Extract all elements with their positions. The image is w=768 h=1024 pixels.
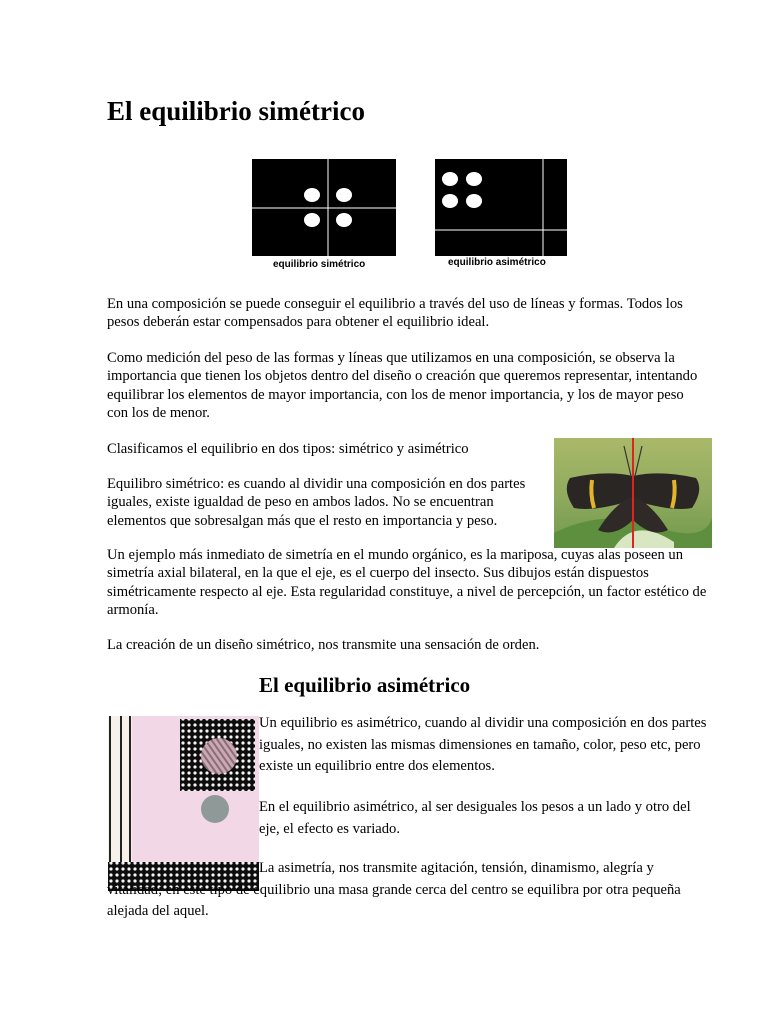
asym-paragraph-1: Un equilibrio es asimétrico, cuando al dividir una composición en dos partes iguales, no existen las mismas dimensiones en tamaño, color, peso etc, pero existe un equilibrio entre dos elementos. bbox=[259, 715, 707, 774]
asym-paragraph-2: En el equilibrio asimétrico, al ser desiguales los pesos a un lado y otro del eje, el efecto es variado. bbox=[259, 799, 691, 837]
symmetric-balance-figure bbox=[252, 159, 396, 256]
page-title: El equilibrio simétrico bbox=[107, 96, 365, 126]
paragraph-6: La creación de un diseño simétrico, nos transmite una sensación de orden. bbox=[107, 637, 540, 653]
asymmetric-balance-figure bbox=[435, 159, 567, 256]
asym-paragraph-3: La asimetría, nos transmite agitación, tensión, dinamismo, alegría y vitalidad; en este tipo de equilibrio una masa grande cerca del centro se equilibra por otra pequeña alejada del aquel. bbox=[107, 860, 681, 919]
section-subtitle: El equilibrio asimétrico bbox=[259, 673, 471, 697]
symmetric-balance-diagram bbox=[252, 159, 396, 256]
asymmetric-balance-diagram bbox=[435, 159, 567, 256]
butterfly-image bbox=[554, 438, 712, 548]
symmetric-caption: equilibrio simétrico bbox=[273, 259, 366, 270]
paragraph-5: Un ejemplo más inmediato de simetría en el mundo orgánico, es la mariposa, cuyas alas poseen un simetría axial bilateral, en la que el eje, es el cuerpo del insecto. Sus dibujos están dispuestos simétricamente respecto al eje. Esta regularidad constituye, a nivel de percepción, un factor estético de armonía. bbox=[107, 547, 707, 618]
paragraph-4: Equilibro simétrico: es cuando al dividir una composición en dos partes iguales, existe igualdad de peso en ambos lados. No se encuentran elementos que sobresalgan más que el resto en importancia y peso. bbox=[107, 476, 526, 529]
paragraph-2: Como medición del peso de las formas y líneas que utilizamos en una composición, se observa la importancia que tienen los objetos dentro del diseño o creación que queremos representar, intentando equilibrar los elementos de mayor importancia, con los de menor importancia, y los de mayor peso con los de menor. bbox=[107, 350, 698, 421]
butterfly-photo bbox=[554, 438, 712, 548]
paragraph-1: En una composición se puede conseguir el equilibrio a través del uso de líneas y formas. Todos los pesos deberán estar compensados para obtener el equilibrio ideal. bbox=[107, 296, 683, 331]
asymmetric-caption: equilibrio asimétrico bbox=[448, 257, 546, 268]
paragraph-3: Clasificamos el equilibrio en dos tipos: simétrico y asimétrico bbox=[107, 441, 469, 457]
